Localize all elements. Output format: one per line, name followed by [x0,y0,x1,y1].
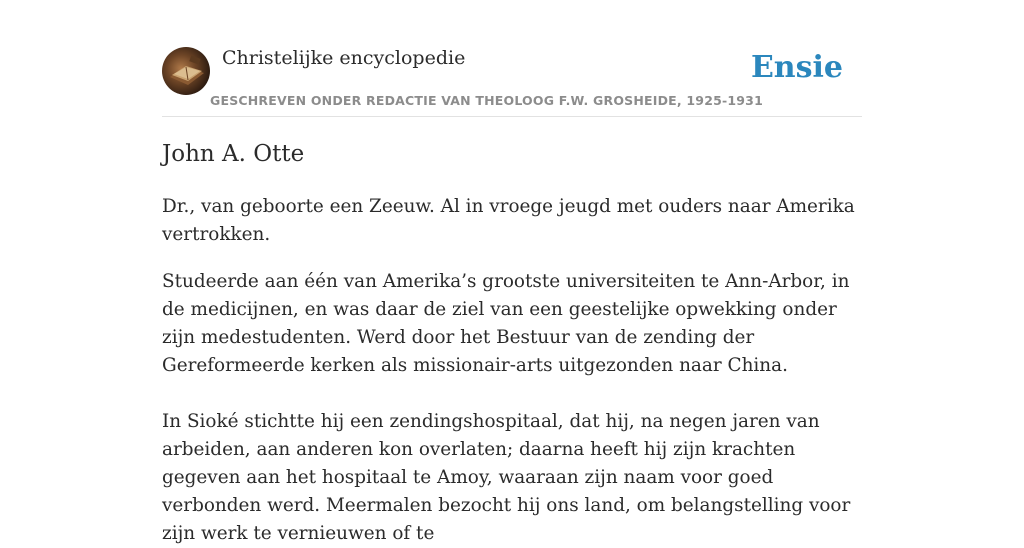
article-paragraph: In Sioké stichtte hij een zendingshospitaal, dat hij, na negen jaren van arbeiden, aan anderen kon overlaten; daarna heeft hij zijn krachten gegeven aan het hospitaal te Amoy, waaraan zijn naam voor goed verbonden werd. Meermalen bezocht hij ons land, om belangstelling voor zijn werk te vernieuwen of te [162,411,851,544]
site-title[interactable]: Christelijke encyclopedie [222,47,466,69]
book-icon [162,47,210,95]
site-subtitle: GESCHREVEN ONDER REDACTIE VAN THEOLOOG F.W. GROSHEIDE, 1925-1931 [210,93,763,108]
article-title: John A. Otte [162,141,305,167]
article [162,138,862,548]
article-paragraph: Studeerde aan één van Amerika’s grootste universiteiten te Ann-Arbor, in de medicijnen, en was daar de ziel van een geestelijke opwekking onder zijn medestudenten. Werd door het Bestuur van de zending der Gereformeerde kerken als missionair-arts uitgezonden naar China. [162,271,850,376]
site-header [162,46,862,117]
site-logo-avatar[interactable] [162,47,210,95]
brand-logo-link[interactable]: Ensie [750,50,843,85]
article-paragraph: Dr., van geboorte een Zeeuw. Al in vroege jeugd met ouders naar Amerika vertrokken. [162,196,855,245]
